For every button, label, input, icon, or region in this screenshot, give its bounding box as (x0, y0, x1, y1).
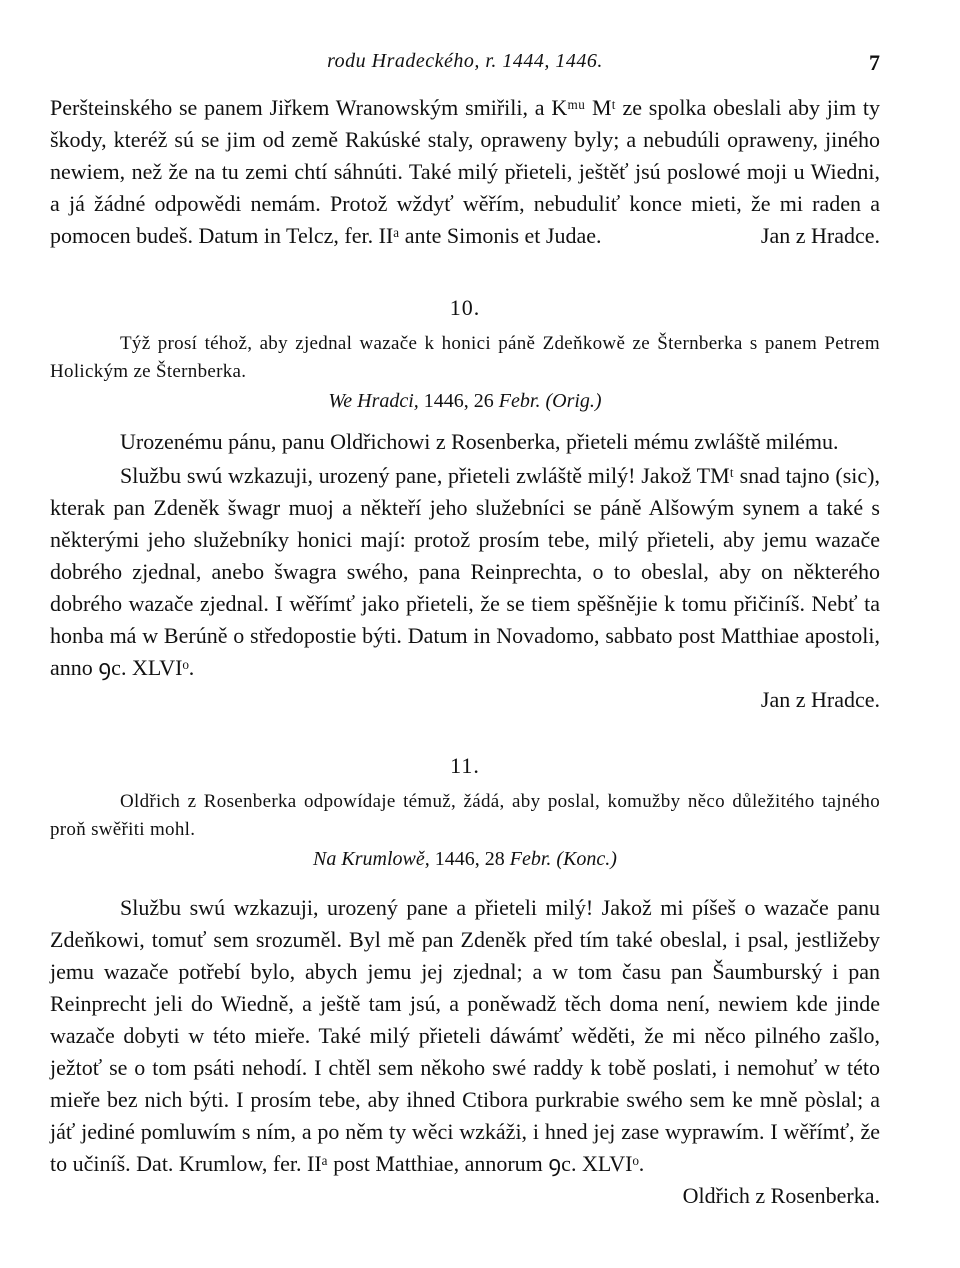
letter-9-signature: Jan z Hradce. (760, 223, 880, 248)
doc-11-summary: Oldřich z Rosenberka odpowídaje témuž, žádá, aby poslal, komužby něco důležitého tajného proň swěřiti mohl. (50, 791, 880, 840)
page-body (50, 92, 880, 1212)
doc-10-address: Urozenému pánu, panu Oldřichowi z Rosenberka, přieteli mému zwláště milému. (120, 429, 839, 454)
doc-11-number: 11. (450, 753, 480, 778)
doc-11-month: Febr. (509, 848, 552, 870)
doc-11-source: (Konc.) (556, 848, 617, 870)
running-head: rodu Hradeckého, r. 1444, 1446. (327, 50, 603, 72)
doc-10-date: 1446, 26 (423, 390, 494, 412)
page-header (50, 50, 880, 80)
letter-9-text: Peršteinského se panem Jiřkem Wranowským smiřili, a Kᵐᵘ Mᵗ ze spolka obeslali aby jim ty škody, kteréž sú se jim od země Rakúské staly, opraweny byly; a nebudúli opraweny, jiného newiem, než že na tu zemi chtí sáhnúti. Také milý přieteli, ještěť jsú poslowé moji u Wiedni, a já žádné odpowědi nemám. Protož wždyť wěřím, nebuduliť konce mieti, že mi raden a pomocen budeš. Datum in Telcz, fer. IIᵃ ante Simonis et Judae. (50, 95, 880, 248)
doc-11-date: 1446, 28 (434, 848, 505, 870)
doc-10-month: Febr. (498, 390, 541, 412)
doc-10-body: Službu swú wzkazuji, urozený pane, přieteli zwláště milý! Jakož TMᵗ snad tajno (sic), kterak pan Zdeněk šwagr muoj a někteří jeho služebníci se páně Alšowým synem a také s některými jeho služebníky honici mají: protož prosím tebe, milý přieteli, aby jemu wazače dobrého zjednal, anebo šwagra swého, pana Reinprechta, o to obeslal, aby on některého dobrého wazače zjednal. I wěřímť jako přieteli, že se tiem spěšnějie k tomu přičiníš. Nebť ta honba má w Berúně o středopostie býti. Datum in Novadomo, sabbato post Matthiae apostoli, anno ꝯc. XLVIᵒ. (50, 463, 880, 680)
doc-11-signature: Oldřich z Rosenberka. (682, 1183, 880, 1208)
doc-10-number: 10. (449, 295, 481, 320)
page-number: 7 (869, 50, 880, 75)
doc-10-dateline (50, 386, 880, 416)
doc-11-body: Službu swú wzkazuji, urozený pane a přieteli milý! Jakož mi píšeš o wazače panu Zdeňkowi, tomuť sem srozuměl. Byl mě pan Zdeněk před tím také obeslal, i psal, jestližeby jemu wazače potřebí bylo, abych jemu jej zjednal; a w tom času pan Šaumburský i pan Reinprecht jeli do Wiedně, a ještě tam jsú, a poněwadž těch doma není, newiem kde jinde wazače dobyti w této mieře. Také milý přieteli dáwámť wěděti, že mi něco pilného zašlo, ježtoť se o tom psáti nehodí. I chtěl sem někoho swé raddy k tobě poslati, i nemohuť w této mieře bez nich býti. I prosím tebe, aby ihned Ctibora purkrabie swého sem ke mně pòslal; a jáť jediné pomluwím s ním, a po něm ty wěci wzkáži, i hned jej zase wyprawím. I wěřímť, že to učiníš. Dat. Krumlow, fer. IIᵃ post Matthiae, annorum ꝯc. XLVIᵒ. (50, 895, 880, 1176)
doc-10-source: (Orig.) (545, 390, 602, 412)
doc-11-dateline (50, 844, 880, 874)
doc-10-place: We Hradci, (328, 390, 419, 412)
doc-11-place: Na Krumlowě, (313, 848, 430, 870)
doc-10-signature: Jan z Hradce. (760, 687, 880, 712)
doc-10-summary: Týž prosí téhož, aby zjednal wazače k honici páně Zdeňkowě ze Šternberka s panem Petrem Holickým ze Šternberka. (50, 333, 880, 382)
